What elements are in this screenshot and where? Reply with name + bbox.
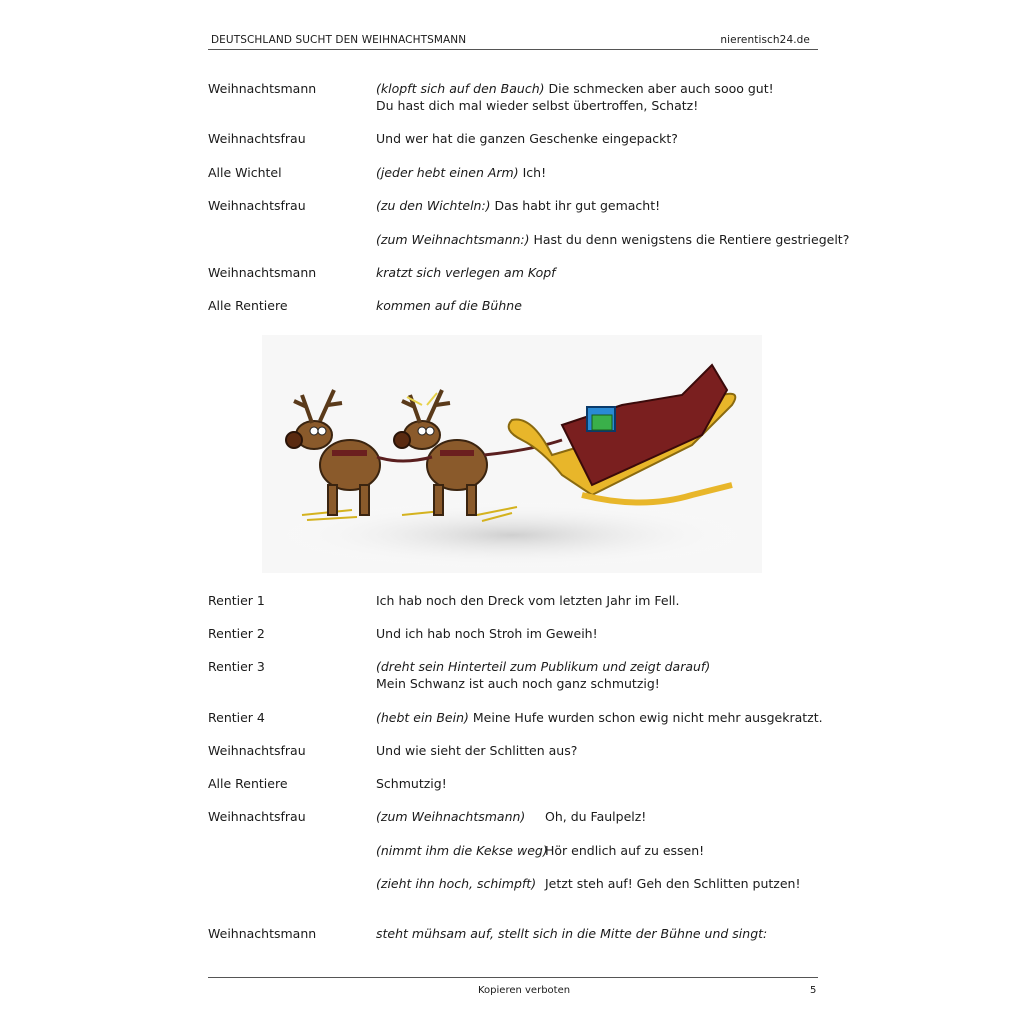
stage-direction: (zu den Wichteln:) [376,198,491,213]
spoken-text: Schmutzig! [376,776,447,791]
page-header [208,32,818,50]
speaker-label: Alle Rentiere [208,298,288,313]
speaker-label: Weihnachtsfrau [208,743,306,758]
speaker-label: Weihnachtsmann [208,265,317,280]
spoken-text: Meine Hufe wurden schon ewig nicht mehr ausgekratzt. [468,710,823,725]
stage-direction: (zum Weihnachtsmann:) [376,232,530,247]
dialogue-line [376,231,849,248]
spoken-text: Und ich hab noch Stroh im Geweih! [376,626,598,641]
header-title: DEUTSCHLAND SUCHT DEN WEIHNACHTSMANN [211,34,467,46]
stage-direction: (jeder hebt einen Arm) [376,165,519,180]
stage-direction-text: (zieht ihn hoch, schimpft) [376,876,537,891]
dialogue-line [376,80,774,97]
stage-direction: kratzt sich verlegen am Kopf [376,265,556,280]
stage-direction [376,808,525,825]
speaker-label: Rentier 2 [208,626,265,641]
stage-direction: (hebt ein Bein) [376,710,469,725]
speaker-label: Weihnachtsmann [208,81,317,96]
speaker-label: Rentier 3 [208,659,265,674]
spoken-text: Die schmecken aber auch sooo gut! [544,81,774,96]
dialogue-line [376,164,546,181]
stage-direction: kommen auf die Bühne [376,298,522,313]
spoken-text: Jetzt steh auf! Geh den Schlitten putzen! [545,876,801,891]
footer-note: Kopieren verboten [478,985,571,996]
dialogue-line [376,197,660,214]
dialogue-line [376,925,767,942]
stage-direction [376,875,536,892]
spoken-text: Ich! [518,165,547,180]
speaker-label: Weihnachtsmann [208,926,317,941]
reindeer-sleigh-illustration [262,335,762,573]
dialogue-line [376,297,522,314]
stage-direction-text: (nimmt ihm die Kekse weg) [376,843,548,858]
speaker-label: Alle Wichtel [208,165,282,180]
spoken-text: Das habt ihr gut gemacht! [490,198,661,213]
spoken-text: Und wer hat die ganzen Geschenke eingepackt? [376,131,678,146]
speaker-label: Weihnachtsfrau [208,809,306,824]
speaker-label: Weihnachtsfrau [208,198,306,213]
spoken-text: Mein Schwanz ist auch noch ganz schmutzig! [376,676,660,691]
spoken-text: Oh, du Faulpelz! [545,809,647,824]
header-site: nierentisch24.de [720,34,810,46]
speaker-label: Weihnachtsfrau [208,131,306,146]
stage-direction: (klopft sich auf den Bauch) [376,81,545,96]
speaker-label: Rentier 1 [208,593,265,608]
spoken-text: Hör endlich auf zu essen! [545,843,705,858]
speaker-label: Rentier 4 [208,710,265,725]
dialogue-line [376,658,710,675]
stage-direction [376,842,548,859]
dialogue-line [376,264,556,281]
speaker-label: Alle Rentiere [208,776,288,791]
page-number: 5 [810,985,817,996]
stage-direction: steht mühsam auf, stellt sich in die Mitte der Bühne und singt: [376,926,768,941]
stage-direction: (dreht sein Hinterteil zum Publikum und zeigt darauf) [376,659,711,674]
dialogue-line [376,709,823,726]
spoken-text: Du hast dich mal wieder selbst übertroffen, Schatz! [376,98,699,113]
footer-divider [208,977,818,978]
spoken-text: Hast du denn wenigstens die Rentiere gestriegelt? [529,232,850,247]
spoken-text: Ich hab noch den Dreck vom letzten Jahr im Fell. [376,593,680,608]
stage-direction-text: (zum Weihnachtsmann) [376,809,526,824]
spoken-text: Und wie sieht der Schlitten aus? [376,743,578,758]
